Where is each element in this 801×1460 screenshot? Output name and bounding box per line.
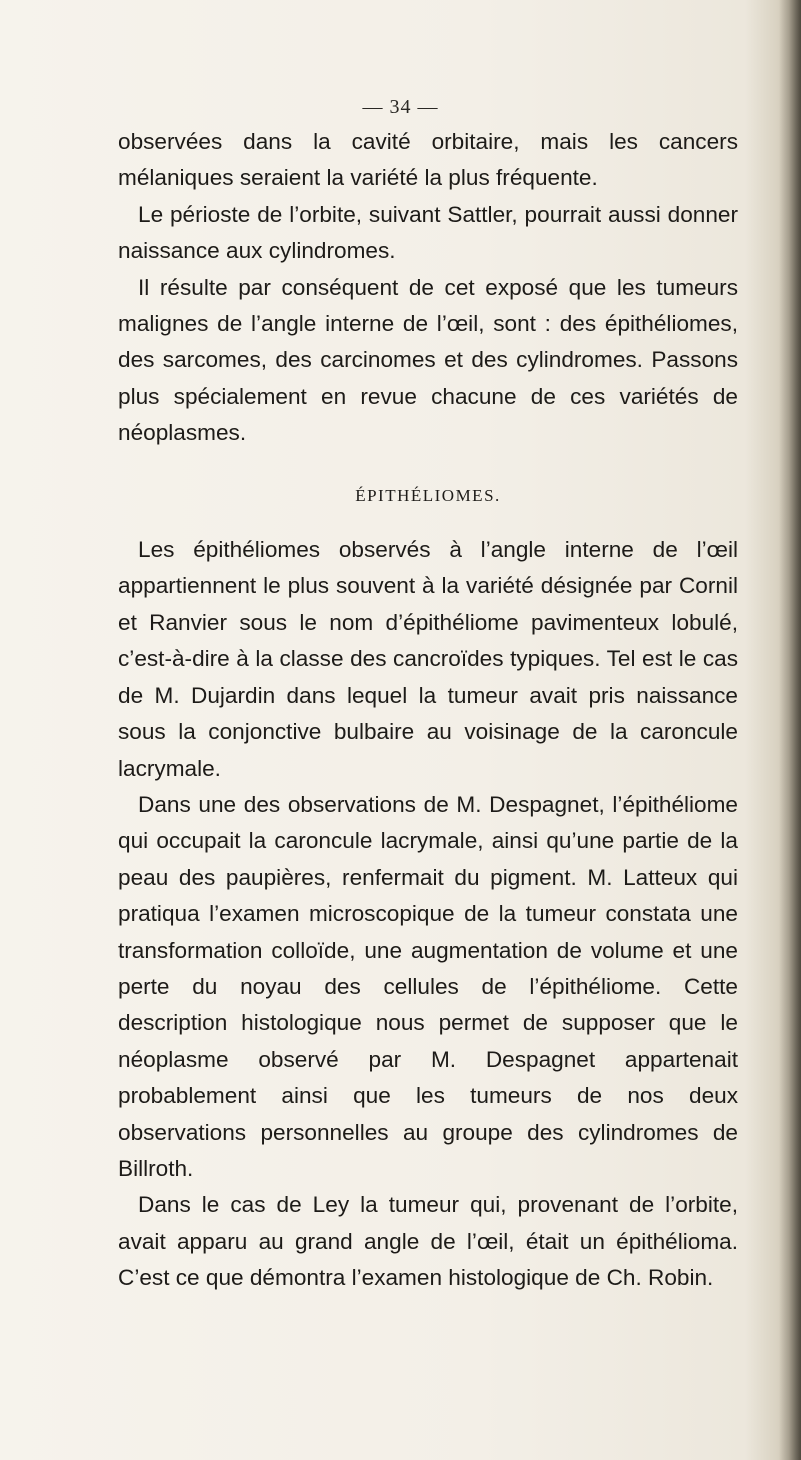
page-number: — 34 — xyxy=(362,96,439,118)
section-heading: ÉPITHÉLIOMES. xyxy=(355,485,501,505)
body-text xyxy=(118,124,738,1297)
paragraph-continuation: observées dans la cavité orbitaire, mais les cancers mélaniques seraient la variété la plus fréquente. xyxy=(118,129,738,191)
paragraph-periosteum: Le périoste de l’orbite, suivant Sattler, pourrait aussi donner naissance aux cylindromes. xyxy=(118,201,738,264)
paragraph-summary: Il résulte par conséquent de cet exposé que les tumeurs malignes de l’angle interne de l’œil, sont : des épithéliomes, des sarcomes, des carcinomes et des cylindromes. Passons plus spécialement en revue chacune de ces variétés de néoplasmes. xyxy=(118,274,738,446)
binding-edge-shadow xyxy=(779,0,801,1460)
paragraph-cornil-ranvier: Les épithéliomes observés à l’angle interne de l’œil appartiennent le plus souvent à la variété désignée par Cornil et Ranvier sous le nom d’épithéliome pavimenteux lobulé, c’est-à-dire à la classe des cancroïdes typiques. Tel est le cas de M. Dujardin dans lequel la tumeur avait pris naissance sous la conjonctive bulbaire au voisinage de la caroncule lacrymale. xyxy=(118,537,738,781)
paragraph-despagnet: Dans une des observations de M. Despagnet, l’épithéliome qui occupait la caroncule lacrymale, ainsi qu’une partie de la peau des paupières, renfermait du pigment. M. Latteux qui pratiqua l’examen microscopique de la tumeur constata une transformation colloïde, une augmentation de volume et une perte du noyau des cellules de l’épithéliome. Cette description histologique nous permet de supposer que le néoplasme observé par M. Despagnet appartenait probablement ainsi que les tumeurs de nos deux observations personnelles au groupe des cylindromes de Billroth. xyxy=(118,791,738,1181)
paragraph-ley: Dans le cas de Ley la tumeur qui, provenant de l’orbite, avait apparu au grand angle de l’œil, était un épithélioma. C’est ce que démontra l’examen histologique de Ch. Robin. xyxy=(118,1192,738,1291)
